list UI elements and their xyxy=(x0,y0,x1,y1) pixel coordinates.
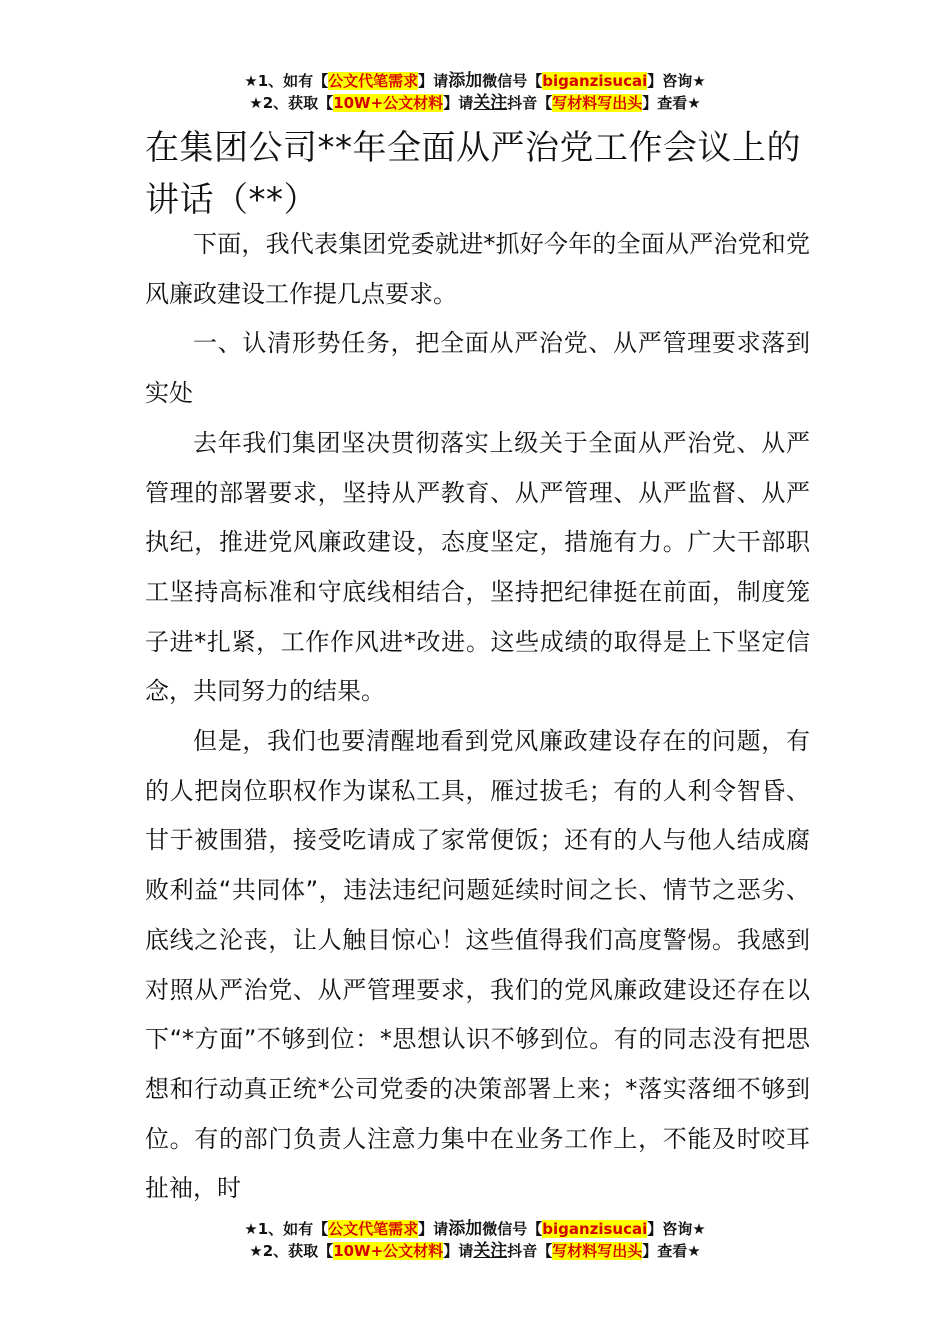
promo-banner-top xyxy=(0,70,950,114)
banner-highlight: 写材料写出头 xyxy=(552,94,643,112)
banner-highlight: biganzisucai xyxy=(542,72,648,90)
banner-text: 】咨询★ xyxy=(647,1220,706,1238)
promo-banner-bottom xyxy=(0,1218,950,1262)
banner-text: ★1、如有【 xyxy=(244,72,329,90)
banner-highlight: 写材料写出头 xyxy=(552,1242,643,1260)
banner-text: 抖音【 xyxy=(507,1242,553,1260)
banner-highlight: biganzisucai xyxy=(542,1220,648,1238)
banner-highlight: 公文代笔需求 xyxy=(328,1220,419,1238)
banner-text: 】请 xyxy=(418,72,449,90)
banner-text: 微信号【 xyxy=(482,1220,543,1238)
paragraph: 但是，我们也要清醒地看到党风廉政建设存在的问题，有的人把岗位职权作为谋私工具，雁过拔毛；有的人利令智昏、甘于被围猎，接受吃请成了家常便饭；还有的人与他人结成腐败利益“共同体”，违法违纪问题延续时间之长、情节之恶劣、底线之沦丧，让人触目惊心！这些值得我们高度警惕。我感到对照从严治党、从严管理要求，我们的党风廉政建设还存在以下“*方面”不够到位：*思想认识不够到位。有的同志没有把思想和行动真正统*公司党委的决策部署上来；*落实落细不够到位。有的部门负责人注意力集中在业务工作上，不能及时咬耳扯袖，时 xyxy=(145,727,810,1203)
banner-text: ★1、如有【 xyxy=(244,1220,329,1238)
banner-text: 关注 xyxy=(473,93,508,113)
section-heading: 一、认清形势任务，把全面从严治党、从严管理要求落到实处 xyxy=(145,329,810,408)
paragraph: 下面，我代表集团党委就进*抓好今年的全面从严治党和党风廉政建设工作提几点要求。 xyxy=(145,230,810,308)
banner-text: 添加 xyxy=(448,1219,483,1239)
banner-line-1 xyxy=(0,1218,950,1240)
banner-text: ★2、获取【 xyxy=(249,94,334,112)
banner-highlight: 公文代笔需求 xyxy=(328,72,419,90)
banner-text: 抖音【 xyxy=(507,94,553,112)
banner-text: 】查看★ xyxy=(642,1242,701,1260)
banner-highlight: 10W+公文材料 xyxy=(333,1242,444,1260)
banner-text: 】咨询★ xyxy=(647,72,706,90)
banner-text: 关注 xyxy=(473,1241,508,1261)
document-title: 在集团公司**年全面从严治党工作会议上的讲话（**） xyxy=(145,128,801,220)
banner-text: ★2、获取【 xyxy=(249,1242,334,1260)
banner-text: 】请 xyxy=(418,1220,449,1238)
document-body xyxy=(145,220,810,1214)
banner-text: 】请 xyxy=(443,1242,474,1260)
banner-text: 微信号【 xyxy=(482,72,543,90)
banner-line-2 xyxy=(0,1240,950,1262)
paragraph: 去年我们集团坚决贯彻落实上级关于全面从严治党、从严管理的部署要求，坚持从严教育、从严管理、从严监督、从严执纪，推进党风廉政建设，态度坚定，措施有力。广大干部职工坚持高标准和守底线相结合，坚持把纪律挺在前面，制度笼子进*扎紧，工作作风进*改进。这些成绩的取得是上下坚定信念，共同努力的结果。 xyxy=(145,428,810,706)
banner-text: 】请 xyxy=(443,94,474,112)
banner-highlight: 10W+公文材料 xyxy=(333,94,444,112)
banner-text: 添加 xyxy=(448,71,483,91)
banner-text: 】查看★ xyxy=(642,94,701,112)
banner-line-1 xyxy=(0,70,950,92)
banner-line-2 xyxy=(0,92,950,114)
